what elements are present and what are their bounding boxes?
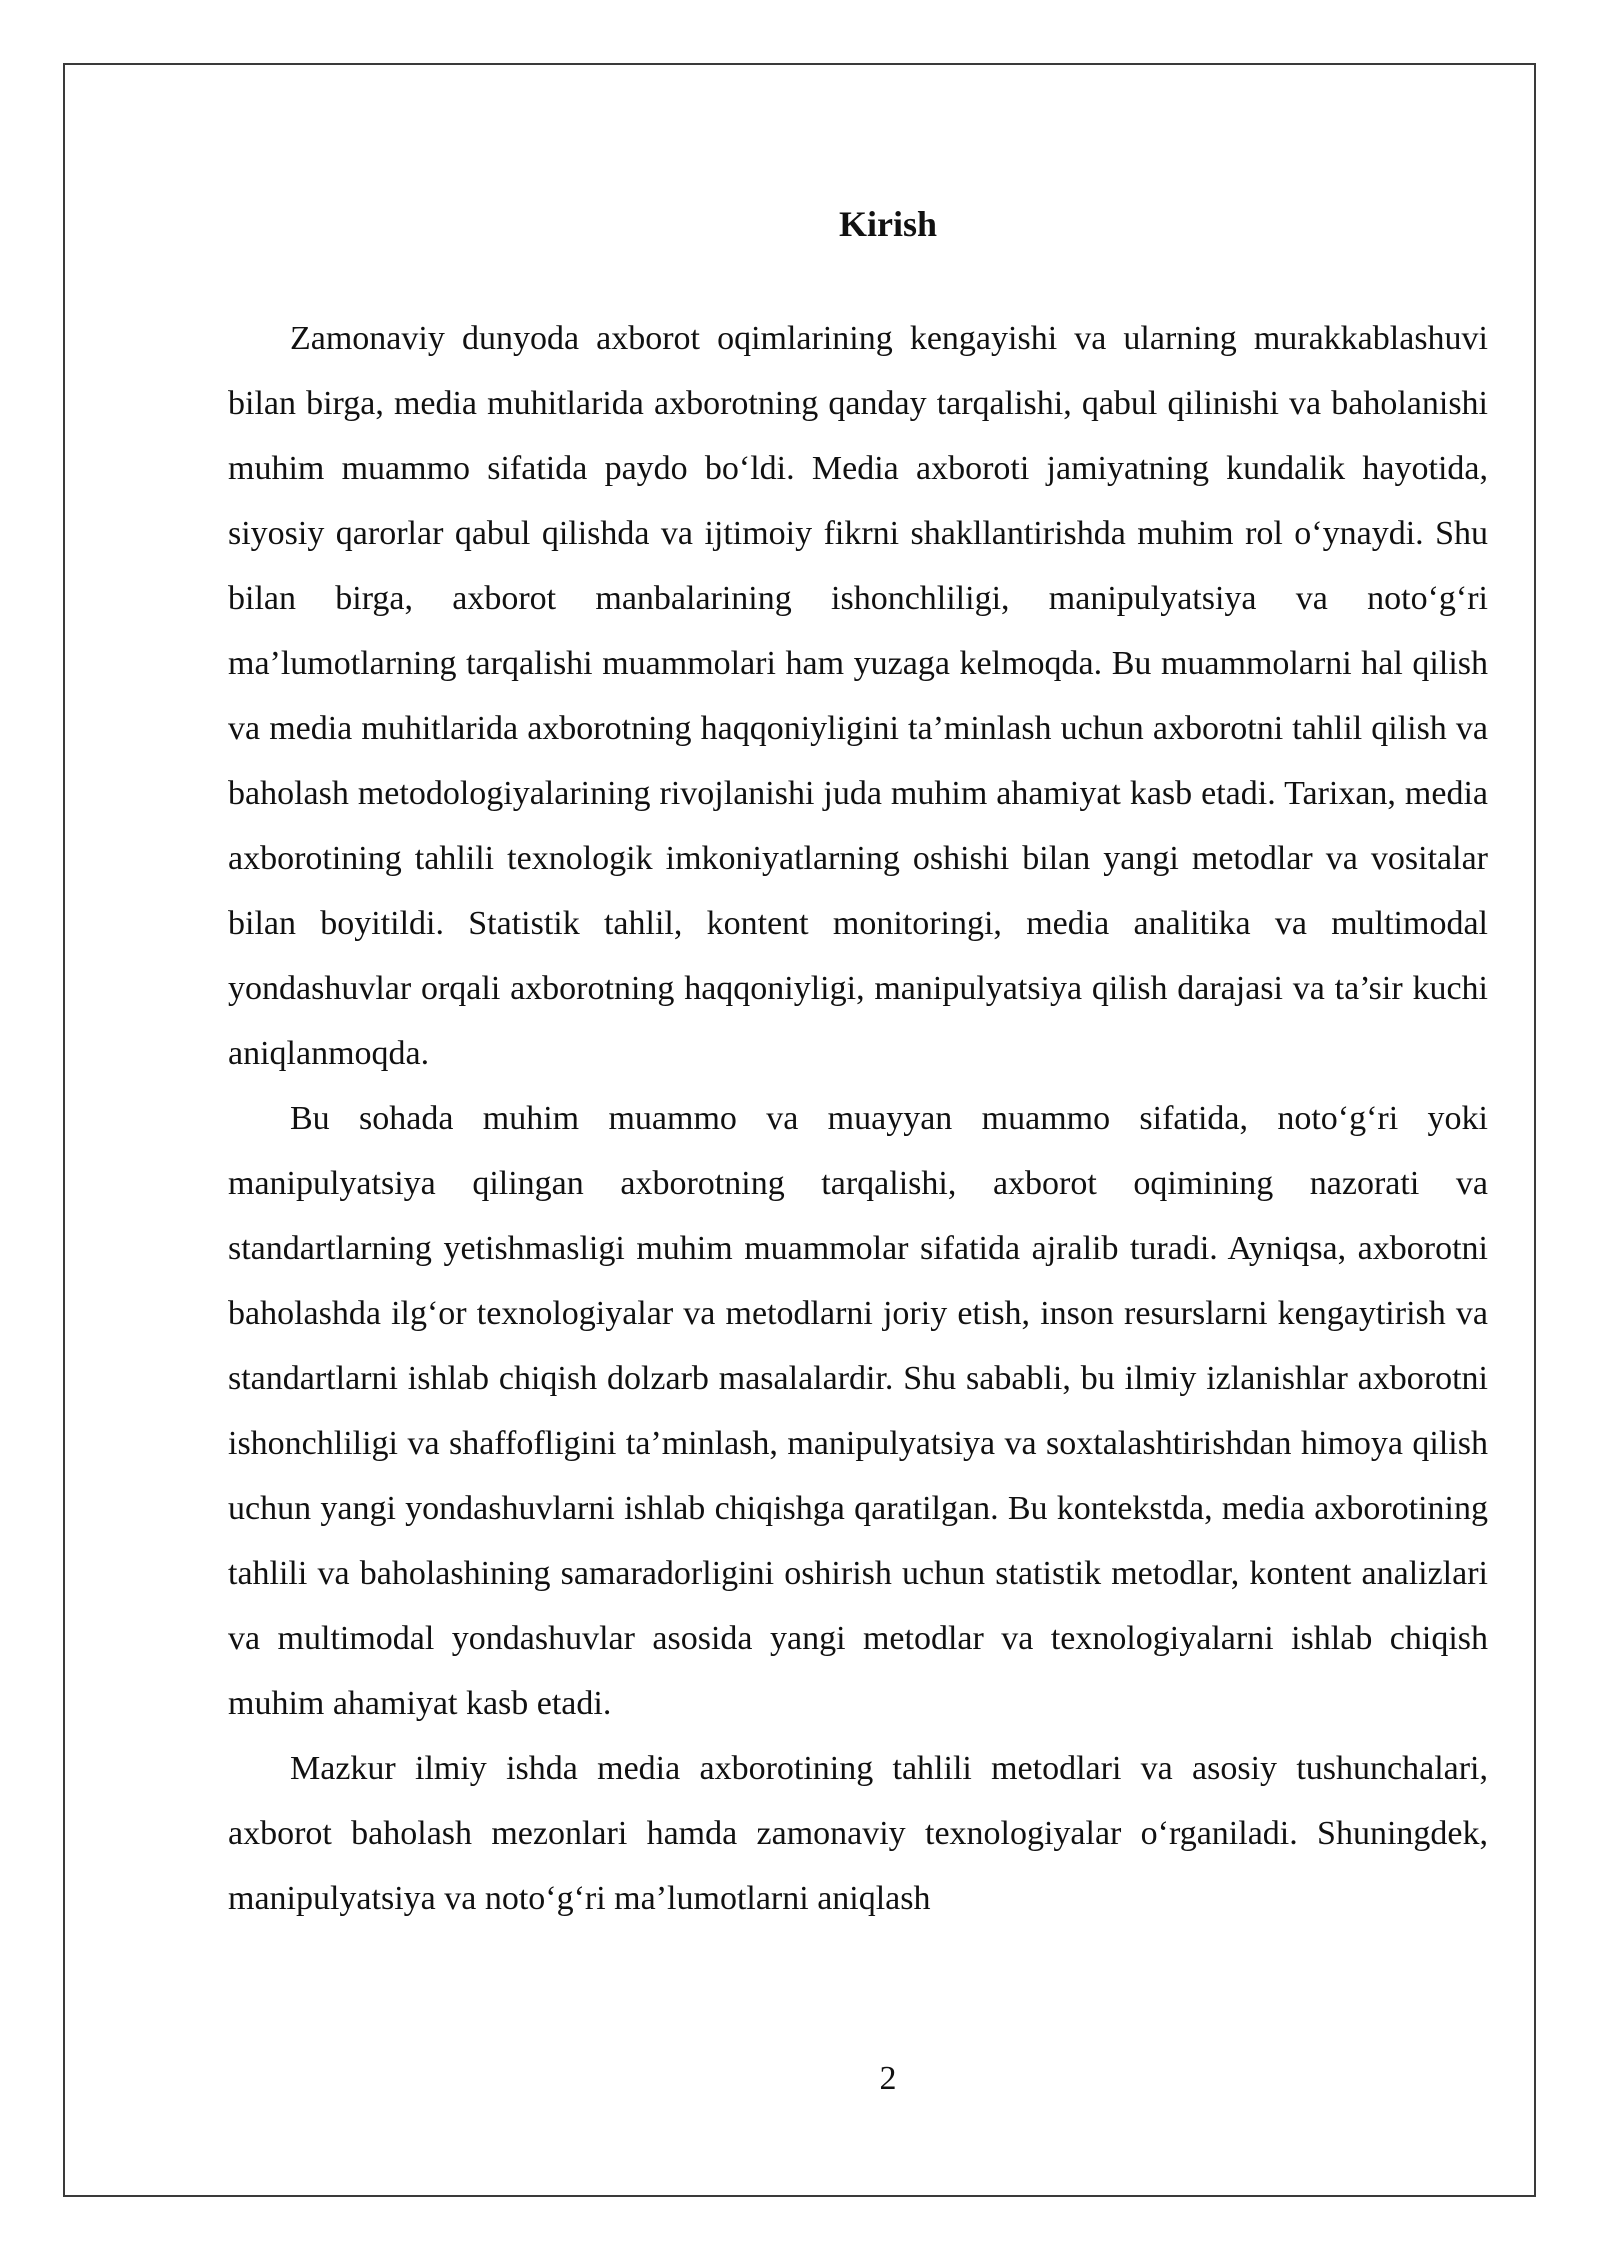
section-heading: Kirish <box>838 204 937 244</box>
body-text <box>228 306 1488 1931</box>
paragraph: Bu sohada muhim muammo va muayyan muammo sifatida, noto‘g‘ri yoki manipulyatsiya qilingan axborotning tarqalishi, axborot oqimining nazorati va standartlarning yetishmasligi muhim muammolar sifatida ajralib turadi. Ayniqsa, axborotni baholashda ilg‘or texnologiyalar va metodlarni joriy etish, inson resurslarni kengaytirish va standartlarni ishlab chiqish dolzarb masalalardir. Shu sababli, bu ilmiy izlanishlar axborotni ishonchliligi va shaffofligini ta’minlash, manipulyatsiya va soxtalashtirishdan himoya qilish uchun yangi yondashuvlarni ishlab chiqishga qaratilgan. Bu kontekstda, media axborotining tahlili va baholashining samaradorligini oshirish uchun statistik metodlar, kontent analizlari va multimodal yondashuvlar asosida yangi metodlar va texnologiyalarni ishlab chiqish muhim ahamiyat kasb etadi. <box>228 1100 1488 1722</box>
paragraph: Mazkur ilmiy ishda media axborotining tahlili metodlari va asosiy tushunchalari, axborot baholash mezonlari hamda zamonaviy texnologiyalar o‘rganiladi. Shuningdek, manipulyatsiya va noto‘g‘ri ma’lumotlarni aniqlash <box>228 1750 1488 1917</box>
paragraph: Zamonaviy dunyoda axborot oqimlarining kengayishi va ularning murakkablashuvi bilan birga, media muhitlarida axborotning qanday tarqalishi, qabul qilinishi va baholanishi muhim muammo sifatida paydo bo‘ldi. Media axboroti jamiyatning kundalik hayotida, siyosiy qarorlar qabul qilishda va ijtimoiy fikrni shakllantirishda muhim rol o‘ynaydi. Shu bilan birga, axborot manbalarining ishonchliligi, manipulyatsiya va noto‘g‘ri ma’lumotlarning tarqalishi muammolari ham yuzaga kelmoqda. Bu muammolarni hal qilish va media muhitlarida axborotning haqqoniyligini ta’minlash uchun axborotni tahlil qilish va baholash metodologiyalarining rivojlanishi juda muhim ahamiyat kasb etadi. Tarixan, media axborotining tahlili texnologik imkoniyatlarning oshishi bilan yangi metodlar va vositalar bilan boyitildi. Statistik tahlil, kontent monitoringi, media analitika va multimodal yondashuvlar orqali axborotning haqqoniyligi, manipulyatsiya qilish darajasi va ta’sir kuchi aniqlanmoqda. <box>228 320 1488 1072</box>
page-number: 2 <box>879 2060 897 2097</box>
